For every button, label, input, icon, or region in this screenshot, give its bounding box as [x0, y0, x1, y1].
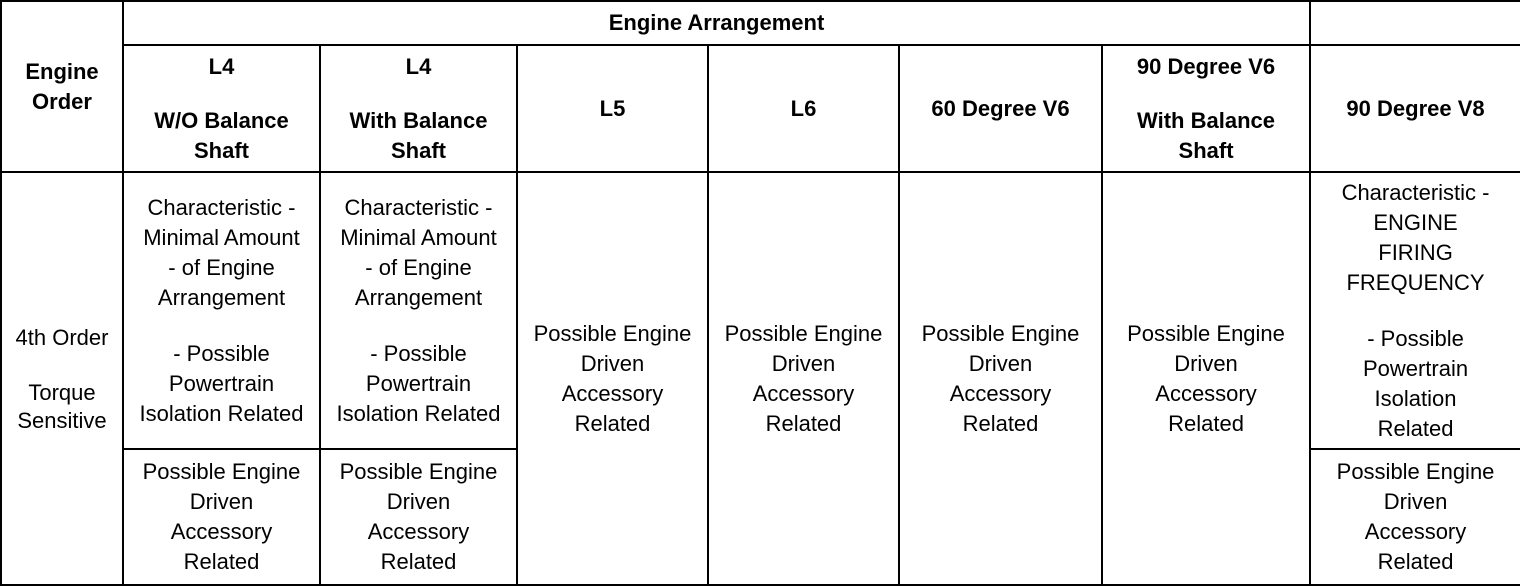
col-header-l6: L6 — [708, 45, 899, 172]
col-header-90-degree-v6-balance — [1102, 45, 1310, 172]
text-line: Driven — [968, 350, 1033, 376]
text-line: Arrangement — [157, 284, 286, 310]
text-line: Powertrain — [365, 370, 472, 396]
v8-90-accessory-cell — [1310, 449, 1520, 585]
text-line: Driven — [189, 489, 254, 514]
engine-arrangement-empty-cell — [1310, 1, 1520, 45]
text-line: Driven — [1174, 350, 1238, 376]
l4-with-accessory-cell — [320, 449, 517, 585]
col-header-60-degree-v6: 60 Degree V6 — [899, 45, 1102, 172]
text-line: Related — [380, 549, 457, 574]
text-line: - Possible — [173, 340, 270, 366]
l4-wo-accessory-cell — [123, 449, 320, 585]
text-line: Accessory — [752, 380, 855, 406]
text-line: Arrangement — [354, 284, 483, 310]
text-line: Powertrain — [168, 370, 275, 396]
text-line: Related — [183, 549, 260, 574]
text-line: Possible Engine — [1336, 459, 1495, 484]
col-header-l4-wo-line1: L4 — [208, 53, 235, 79]
order-label-cell — [1, 172, 123, 585]
text-line: Accessory — [367, 519, 470, 544]
text-line: Related — [962, 410, 1039, 436]
l5-accessory-cell — [517, 172, 708, 585]
text-line: FREQUENCY — [1346, 269, 1485, 295]
col-header-v6-90-line3: Shaft — [1178, 137, 1234, 163]
col-header-l4-wo-line3: Shaft — [194, 137, 249, 163]
engine-arrangement-header: Engine Arrangement — [123, 1, 1310, 45]
text-line: Characteristic - — [147, 194, 296, 220]
engine-order-header — [1, 1, 123, 172]
text-line: Possible Engine — [921, 320, 1080, 346]
text-line: Related — [1377, 549, 1454, 574]
text-line: - of Engine — [365, 254, 472, 280]
text-line: Accessory — [170, 519, 273, 544]
text-line: Possible Engine — [339, 459, 498, 484]
text-line: Possible Engine — [533, 320, 692, 346]
text-line: Characteristic - — [1341, 179, 1490, 205]
text-line: Driven — [580, 350, 645, 376]
col-header-l4-with-balance — [320, 45, 517, 172]
col-header-l4-with-line1: L4 — [405, 53, 432, 79]
col-header-l4-wo-balance — [123, 45, 320, 172]
text-line: Related — [765, 410, 842, 436]
order-label: 4th Order — [15, 324, 109, 350]
col-header-l4-with-line2: With Balance — [349, 107, 488, 133]
col-header-90-degree-v8: 90 Degree V8 — [1310, 45, 1520, 172]
text-line: Possible Engine — [142, 459, 301, 484]
v8-90-characteristic-cell — [1310, 172, 1520, 449]
col-header-l5: L5 — [517, 45, 708, 172]
text-line: Minimal Amount — [340, 224, 497, 250]
text-line: Related — [1377, 415, 1454, 441]
l4-with-characteristic-cell — [320, 172, 517, 449]
text-line: Possible Engine — [724, 320, 883, 346]
col-header-l4-wo-line2: W/O Balance — [154, 107, 289, 133]
text-line: FIRING — [1378, 239, 1453, 265]
text-line: - Possible — [1367, 325, 1464, 351]
text-line: Isolation Related — [139, 400, 304, 426]
v6-60-accessory-cell — [899, 172, 1102, 585]
text-line: - Possible — [370, 340, 467, 366]
text-line: Related — [1168, 410, 1244, 436]
text-line: Minimal Amount — [143, 224, 300, 250]
text-line: Driven — [1383, 489, 1448, 514]
col-header-v6-90-line2: With Balance — [1137, 107, 1275, 133]
l4-wo-characteristic-cell — [123, 172, 320, 449]
engine-order-line-1: Engine — [25, 58, 99, 84]
text-line: - of Engine — [168, 254, 275, 280]
text-line: Isolation Related — [336, 400, 501, 426]
text-line: Driven — [771, 350, 836, 376]
col-header-v6-90-line1: 90 Degree V6 — [1136, 53, 1276, 79]
text-line: Accessory — [1364, 519, 1467, 544]
text-line: Characteristic - — [344, 194, 493, 220]
text-line: Driven — [386, 489, 451, 514]
v6-90-accessory-cell — [1102, 172, 1310, 585]
engine-order-line-2: Order — [32, 88, 92, 114]
col-header-l4-with-line3: Shaft — [391, 137, 446, 163]
text-line: Related — [574, 410, 651, 436]
text-line: Accessory — [1155, 380, 1257, 406]
text-line: Accessory — [561, 380, 664, 406]
order-sub-label: Torque Sensitive — [17, 379, 107, 433]
text-line: Isolation — [1374, 385, 1457, 411]
l6-accessory-cell — [708, 172, 899, 585]
text-line: ENGINE — [1373, 209, 1458, 235]
text-line: Possible Engine — [1127, 320, 1285, 346]
text-line: Powertrain — [1362, 355, 1469, 381]
text-line: Accessory — [949, 380, 1052, 406]
